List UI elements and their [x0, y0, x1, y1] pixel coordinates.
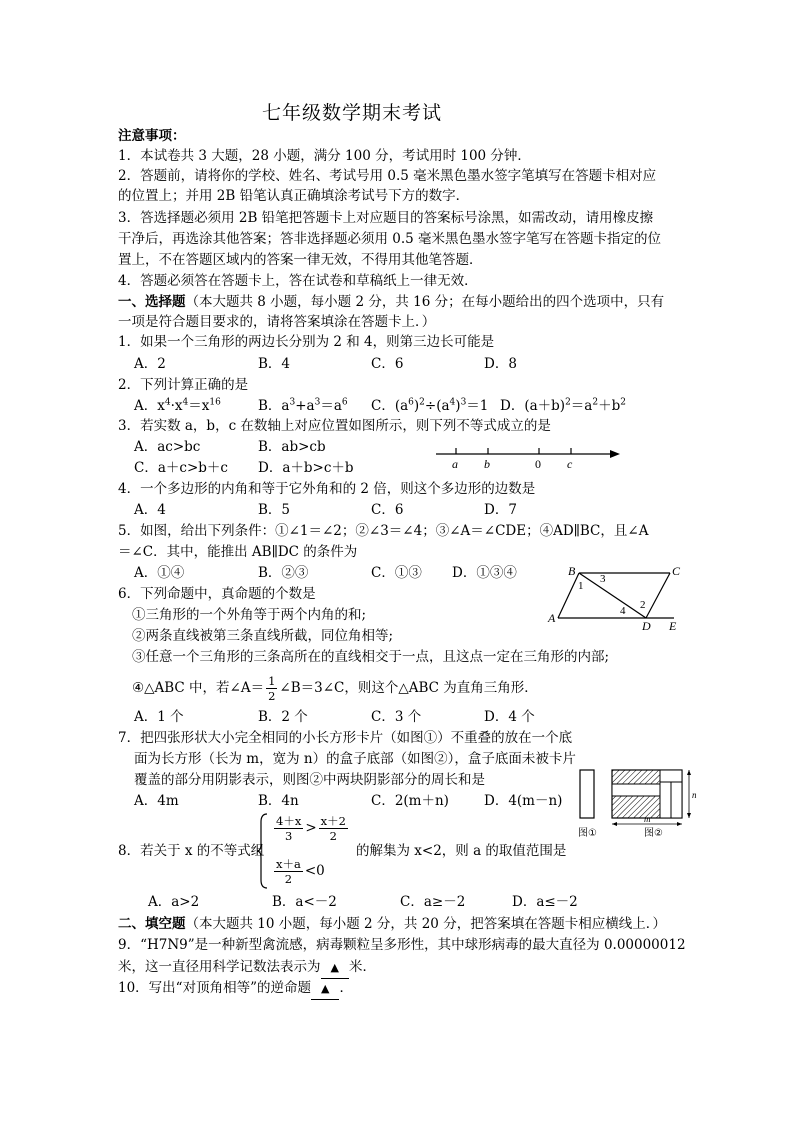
- q6-option-b: B．2 个: [258, 709, 308, 725]
- q2-option-c: C．$(a^6)^2\div(a^4)^3=1$: [371, 397, 489, 414]
- q8-brace: [256, 812, 268, 890]
- q7-option-d: D．4(m－n): [484, 793, 563, 809]
- q7-fig1-card: [580, 770, 594, 818]
- q5-label-A: A: [548, 611, 556, 625]
- q9-line-1: 9．“H7N9”是一种新型禽流感，病毒颗粒呈多形性，其中球形病毒的最大直径为 0.00000012: [118, 937, 686, 953]
- q3-label-b: b: [484, 457, 490, 471]
- q6-option-c: C．3 个: [371, 709, 422, 725]
- q7-dim-n: n: [692, 790, 697, 800]
- q3-label-0: 0: [535, 457, 541, 471]
- q8-inequality-1: $\frac{4+x}{3}$ > $\frac{x+2}{2}$: [276, 814, 346, 843]
- q3-number-line: [432, 440, 622, 472]
- q6-statement-3: ③任意一个三角形的三条高所在的直线相交于一点，且这点一定在三角形的内部;: [132, 649, 610, 665]
- q6-option-a: A．1 个: [134, 709, 184, 725]
- q7-stem-2: 面为长方形（长为 m，宽为 n）的盒子底部（如图②），盒子底面未被卡片: [134, 751, 576, 767]
- q4-option-d: D．7: [484, 502, 517, 518]
- q9-line-2: 米，这一直径用科学记数法表示为 ▲ 米．: [118, 957, 376, 979]
- notice-line-2: 2．答题前，请将你的学校、姓名、考试号用 0.5 毫米黑色墨水签字笔填写在答题卡相对应: [118, 168, 657, 184]
- q5-angle-4: 4: [620, 605, 626, 617]
- q5-angle-2: 2: [640, 599, 646, 611]
- q7-option-b: B．4n: [258, 793, 299, 809]
- q5-stem-2: ＝∠C．其中，能推出 AB∥DC 的条件为: [118, 544, 358, 560]
- q10-line: 10．写出“对顶角相等”的逆命题 ▲ ．: [118, 978, 353, 1000]
- q5-angle-1: 1: [578, 580, 584, 592]
- q9-answer-blank: ▲: [321, 957, 349, 979]
- q5-option-c: C．①③: [371, 565, 422, 581]
- section2-header: [118, 914, 666, 934]
- q5-option-d: D．①③④: [452, 565, 517, 581]
- q1-option-a: A．2: [134, 356, 166, 372]
- q1-option-b: B．4: [258, 356, 291, 372]
- section1-header: [118, 292, 664, 312]
- q5-label-C: C: [672, 564, 681, 578]
- q1-option-d: D．8: [484, 356, 517, 372]
- q5-angle-3: 3: [600, 573, 606, 585]
- q4-option-b: B．5: [258, 502, 291, 518]
- q2-option-a: A．$x^4\cdot x^4=x^{16}$: [134, 397, 221, 414]
- q6-option-d: D．4 个: [484, 709, 535, 725]
- q2-stem: 2．下列计算正确的是: [118, 377, 249, 393]
- q3-label-c: c: [567, 457, 573, 471]
- exam-title: 七年级数学期末考试: [262, 102, 443, 124]
- q1-stem: 1．如果一个三角形的两边长分别为 2 和 4，则第三边长可能是: [118, 334, 495, 350]
- notice-line-6: 置上，不在答题区域内的答案一律无效，不得用其他笔答题．: [118, 252, 483, 268]
- notice-line-3: 的位置上；并用 2B 铅笔认真正确填涂考试号下方的数字．: [118, 188, 470, 204]
- q3-stem: 3．若实数 a，b，c 在数轴上对应位置如图所示，则下列不等式成立的是: [118, 418, 551, 434]
- notice-heading: 注意事项：: [118, 128, 186, 144]
- q7-fig2-card-horizontal: [612, 784, 660, 796]
- notice-line-1: 1．本试卷共 3 大题，28 小题，满分 100 分，考试用时 100 分钟．: [118, 148, 531, 164]
- section1-desc: （本大题共 8 小题，每小题 2 分，共 16 分；在每小题给出的四个选项中，只有: [185, 294, 665, 310]
- q5-label-E: E: [669, 619, 677, 633]
- q6-statement-2: ②两条直线被第三条直线所截，同位角相等;: [132, 628, 394, 644]
- q5-option-b: B．②③: [258, 565, 309, 581]
- q8-fraction-1: $\frac{4+x}{3}$: [276, 814, 302, 843]
- q8-option-b: B．a<－2: [272, 894, 337, 910]
- q5-stem-1: 5．如图，给出下列条件：①∠1＝∠2；②∠3＝∠4；③∠A＝∠CDE；④AD∥BC，且∠A: [118, 523, 649, 539]
- q3-option-b: B．ab>cb: [258, 439, 326, 455]
- q2-option-b: B．$a^3+a^3=a^6$: [258, 397, 348, 414]
- q7-option-a: A．4m: [134, 793, 179, 809]
- q5-parallelogram-figure: [546, 562, 686, 634]
- q7-stem-1: 7．把四张形状大小完全相同的小长方形卡片（如图①）不重叠的放在一个底: [118, 730, 573, 746]
- q3-option-d: D．a＋b>c＋b: [258, 460, 354, 476]
- section2-heading: 二、填空题: [118, 916, 186, 932]
- q3-label-a: a: [452, 457, 458, 471]
- q8-inequality-2: $\frac{x+a}{2}$ <0: [276, 857, 325, 886]
- q5-option-a: A．①④: [134, 565, 185, 581]
- q1-option-c: C．6: [371, 356, 404, 372]
- q7-fig2-shade-top: [612, 770, 664, 784]
- q6-statement-1: ①三角形的一个外角等于两个内角的和;: [132, 607, 367, 623]
- q8-option-a: A．a>2: [148, 894, 200, 910]
- q6-fraction-half: $\frac{1}{2}$: [268, 674, 276, 703]
- q8-option-c: C．a≥－2: [400, 894, 466, 910]
- notice-line-7: 4．答题必须答在答题卡上，答在试卷和草稿纸上一律无效．: [118, 273, 478, 289]
- section1-heading: 一、选择题: [118, 294, 186, 310]
- notice-line-4: 3．答选择题必须用 2B 铅笔把答题卡上对应题目的答案标号涂黑，如需改动，请用橡皮擦: [118, 210, 654, 226]
- q8-option-d: D．a≤－2: [512, 894, 578, 910]
- q4-option-a: A．4: [134, 502, 166, 518]
- q8-prefix: 8．若关于 x 的不等式组: [118, 843, 265, 859]
- q4-option-c: C．6: [371, 502, 404, 518]
- q7-fig1-caption: 图①: [578, 828, 597, 839]
- q8-fraction-2: $\frac{x+2}{2}$: [320, 814, 346, 843]
- q3-option-a: A．ac>bc: [134, 439, 201, 455]
- q4-stem: 4．一个多边形的内角和等于它外角和的 2 倍，则这个多边形的边数是: [118, 481, 536, 497]
- q7-cards-figure: [574, 764, 702, 842]
- q5-label-B: B: [568, 564, 576, 578]
- q7-dim-m: m: [644, 814, 651, 824]
- q3-option-c: C．a＋c>b＋c: [134, 460, 228, 476]
- q8-fraction-3: $\frac{x+a}{2}$: [276, 857, 301, 886]
- q8-suffix: 的解集为 x<2，则 a 的取值范围是: [356, 843, 567, 859]
- q5-label-D: D: [642, 619, 651, 633]
- q6-statement-4: ④△ABC 中，若∠A＝ $\frac{1}{2}$ ∠B＝3∠C，则这个△ABC 为直角三角形．: [132, 674, 538, 703]
- q7-stem-3: 覆盖的部分用阴影表示，则图②中两块阴影部分的周长和是: [134, 772, 485, 788]
- q7-fig2-card-3: [660, 770, 682, 782]
- q10-answer-blank: ▲: [311, 978, 339, 1000]
- section2-desc: （本大题共 10 小题，每小题 2 分，共 20 分，把答案填在答题卡相应横线上．）: [185, 916, 666, 932]
- q7-fig2-shade-bottom: [612, 796, 660, 818]
- notice-line-5: 干净后，再选涂其他答案；答非选择题必须用 0.5 毫米黑色墨水签字笔写在答题卡指定的位: [118, 231, 662, 247]
- q2-option-d: D．$(a+b)^2=a^2+b^2$: [500, 397, 626, 414]
- q6-stem: 6．下列命题中，真命题的个数是: [118, 586, 316, 602]
- q7-option-c: C．2(m＋n): [371, 793, 449, 809]
- section1-desc-2: 一项是符合题目要求的，请将答案填涂在答题卡上．）: [118, 314, 436, 330]
- q7-fig2-caption: 图②: [644, 828, 663, 839]
